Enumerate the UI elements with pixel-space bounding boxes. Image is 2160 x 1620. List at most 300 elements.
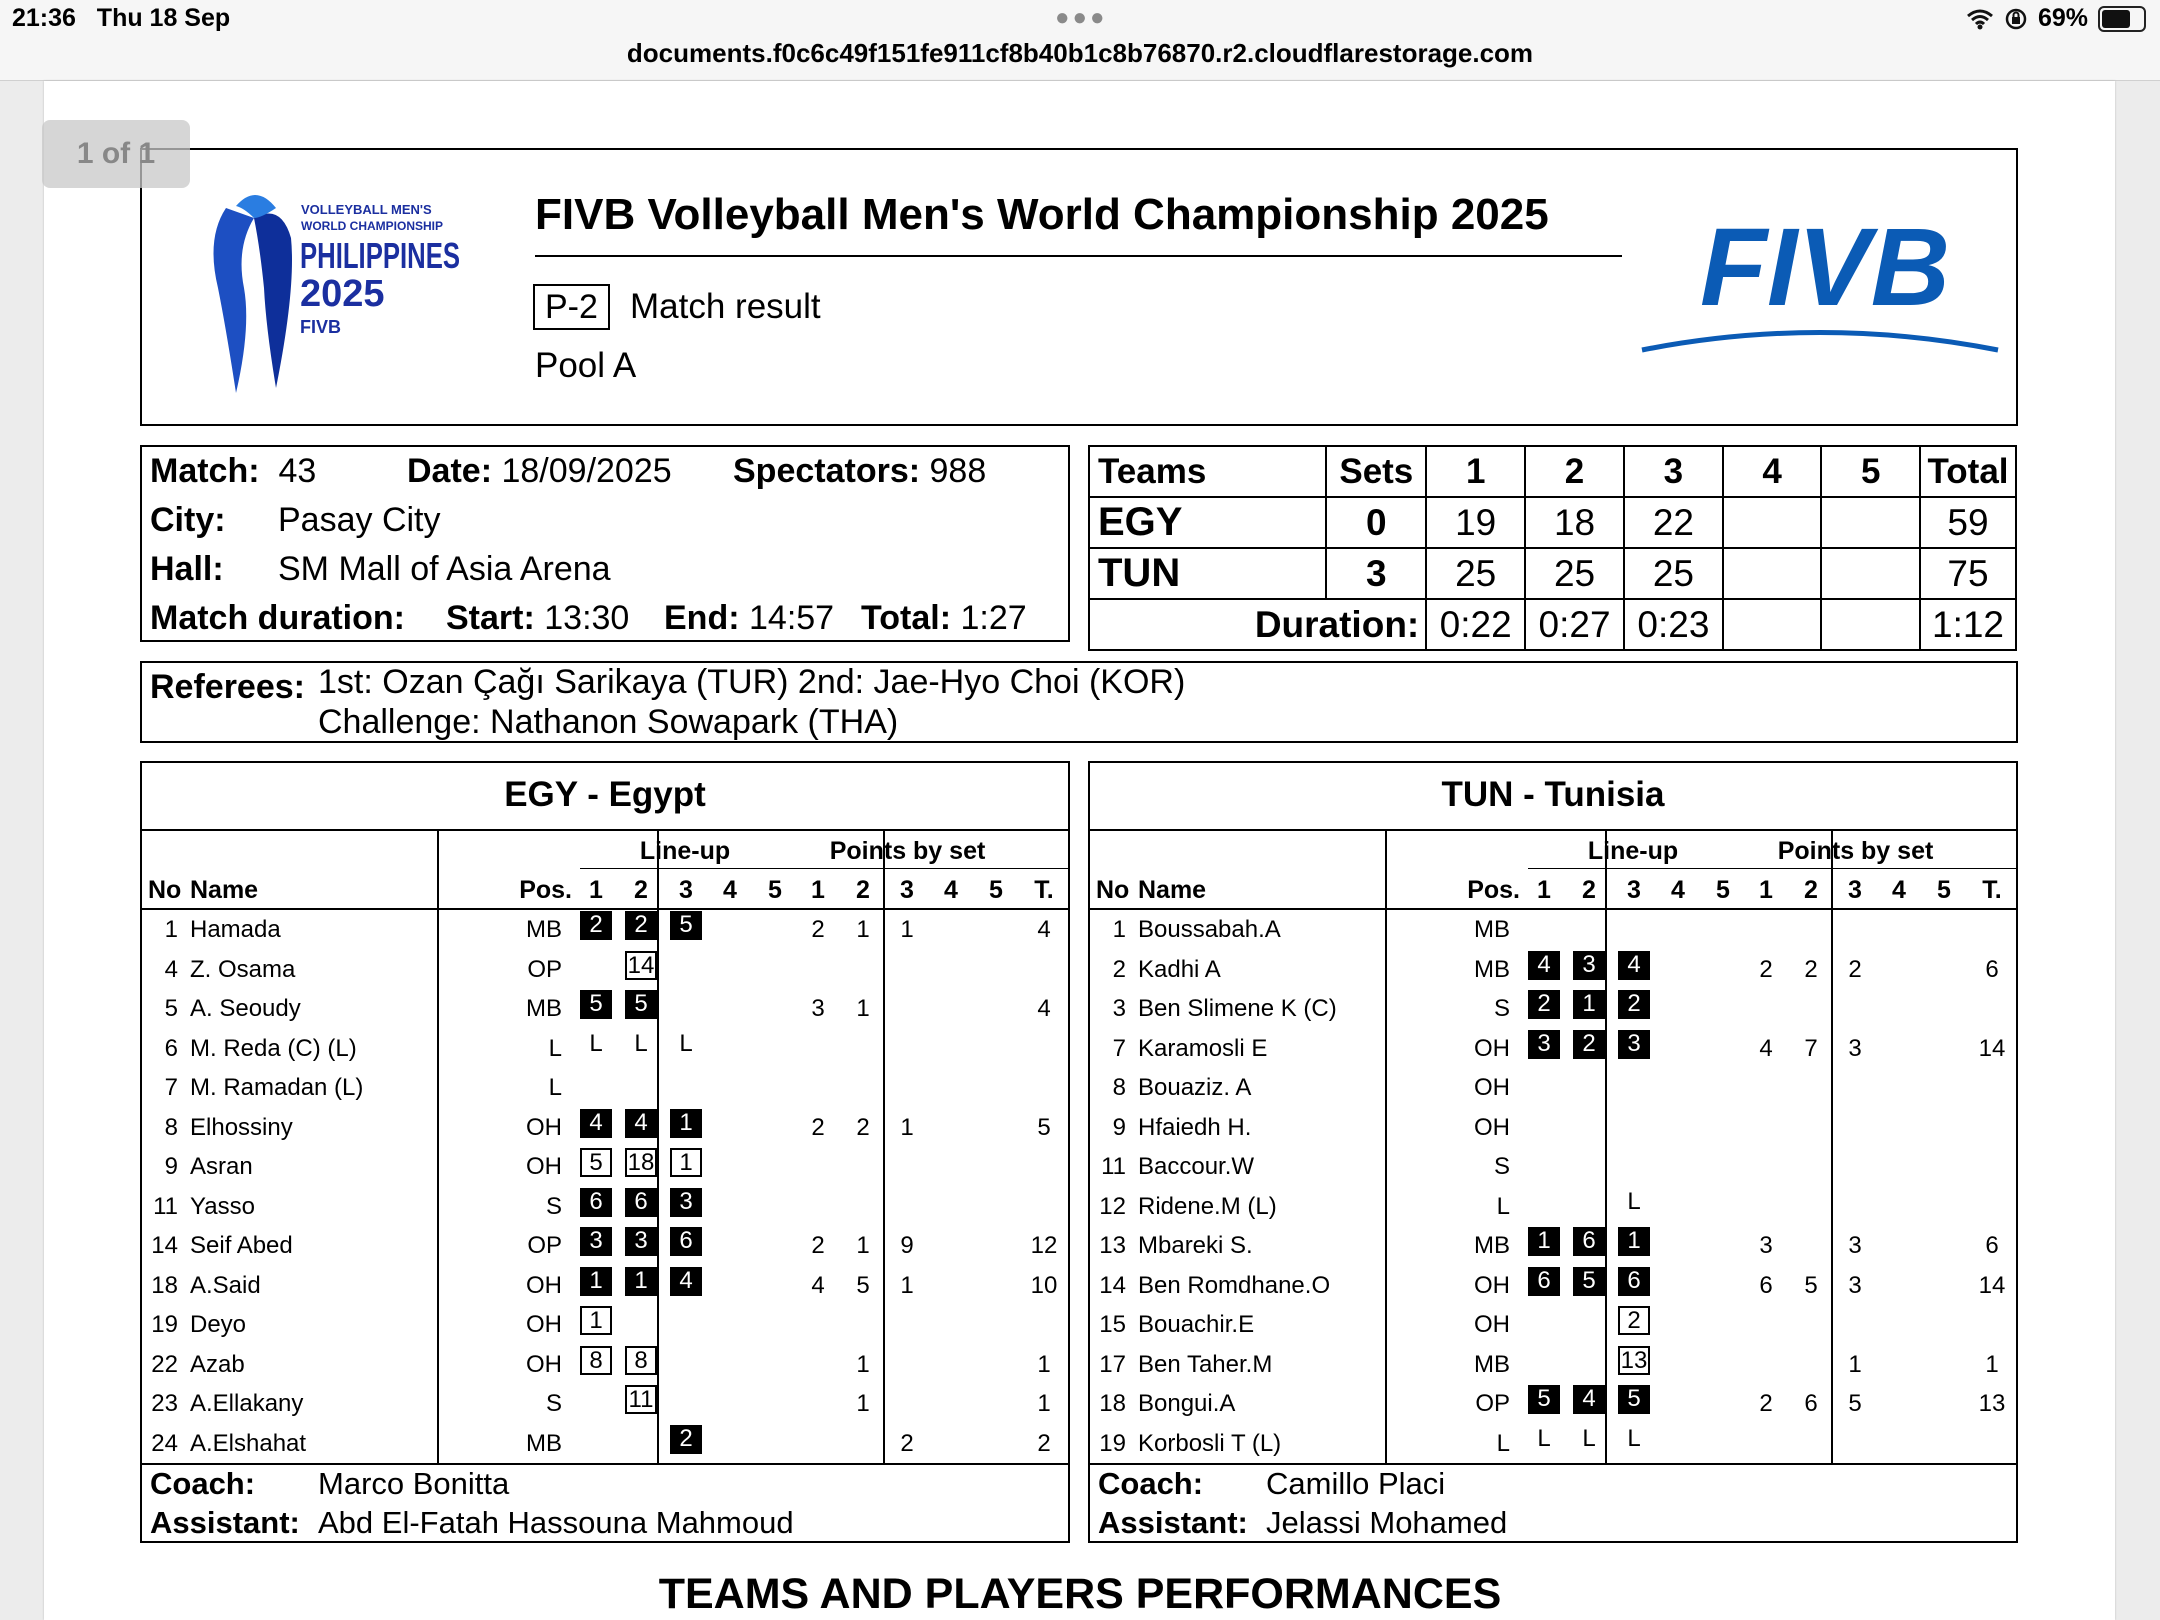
set-points: 2 <box>1759 955 1773 983</box>
player-position: OP <box>1475 1390 1510 1417</box>
header-set-3: 3 <box>1624 446 1723 497</box>
player-position: OH <box>526 1311 562 1338</box>
points-set-header: 1 <box>1759 876 1773 904</box>
set-points: 2 <box>811 1113 825 1141</box>
status-bar <box>0 0 2160 80</box>
starting-position: 1 <box>1573 990 1605 1019</box>
panel-rule <box>140 1463 1070 1465</box>
points-header: Points by set <box>1777 837 1934 865</box>
player-number: 23 <box>151 1390 178 1417</box>
hall-row <box>150 550 224 589</box>
player-name: Bouaziz. A <box>1138 1074 1252 1101</box>
header-set-2: 2 <box>1525 446 1624 497</box>
player-number: 9 <box>1112 1113 1126 1141</box>
starting-position: 2 <box>1528 990 1560 1019</box>
starting-position: 1 <box>1528 1227 1560 1256</box>
player-name: Mbareki S. <box>1138 1232 1253 1259</box>
player-number: 18 <box>1099 1390 1126 1417</box>
libero-marker: L <box>679 1029 693 1057</box>
player-name: Ben Romdhane.O <box>1138 1271 1331 1299</box>
starting-position: 2 <box>1618 990 1650 1019</box>
total-value: 1:27 <box>960 599 1027 637</box>
player-total: 5 <box>1037 1113 1051 1141</box>
score-row-tun <box>1089 548 2016 599</box>
player-name: Hfaiedh H. <box>1138 1113 1252 1141</box>
player-total: 13 <box>1978 1390 2006 1417</box>
player-name: Bongui.A <box>1138 1390 1236 1417</box>
player-number: 9 <box>164 1153 178 1180</box>
player-row <box>0 1148 2160 1186</box>
points-set-header: 4 <box>1892 876 1906 904</box>
duration-label: Match duration: <box>150 599 405 637</box>
starting-position: 4 <box>580 1109 612 1138</box>
player-total: 14 <box>1978 1034 2006 1062</box>
player-total: 12 <box>1030 1232 1058 1259</box>
team-code: TUN <box>1089 548 1326 599</box>
starting-position: 3 <box>1618 1030 1650 1059</box>
player-position: S <box>545 1192 562 1220</box>
points-set-header: 2 <box>856 876 870 904</box>
lineup-header: Line-up <box>639 837 731 865</box>
set-points: 3 <box>1848 1232 1862 1259</box>
set-points: 1 <box>900 1113 914 1141</box>
set-points: 5 <box>856 1271 870 1299</box>
player-number: 6 <box>164 1034 178 1062</box>
starting-position: 3 <box>670 1188 702 1217</box>
total-points: 59 <box>1920 497 2016 548</box>
points-set-header: 3 <box>900 876 914 904</box>
panel-rule <box>580 868 1070 869</box>
set-points: 9 <box>900 1232 914 1259</box>
orientation-lock-icon <box>2004 7 2028 31</box>
set-points: 3 <box>1848 1034 1862 1062</box>
assistant <box>150 1505 300 1541</box>
championship-logo <box>196 178 496 398</box>
set-points: 1 <box>1848 1350 1862 1378</box>
player-row <box>0 990 2160 1028</box>
player-row <box>0 1385 2160 1423</box>
starting-position: 1 <box>670 1109 702 1138</box>
points-set-header: 2 <box>1804 876 1818 904</box>
header-sets: Sets <box>1326 446 1426 497</box>
player-total: 10 <box>1030 1271 1058 1299</box>
assistant-label: Assistant: <box>1098 1505 1248 1540</box>
player-number: 1 <box>1112 916 1126 943</box>
logo-line3: PHILIPPINES <box>300 235 460 276</box>
starting-position: 5 <box>1618 1385 1650 1414</box>
set-points: 2 <box>1848 955 1862 983</box>
status-indicators <box>1966 4 2146 33</box>
wifi-icon <box>1966 8 1994 30</box>
battery-icon <box>2098 6 2146 32</box>
spectators-label: Spectators: <box>733 452 921 490</box>
player-name: Bouachir.E <box>1138 1311 1255 1338</box>
set-duration: 0:23 <box>1624 599 1723 650</box>
player-row <box>0 1425 2160 1463</box>
starting-position: 3 <box>625 1227 657 1256</box>
coach <box>150 1466 255 1502</box>
assistant-label: Assistant: <box>150 1505 300 1540</box>
panel-rule <box>1088 1463 2018 1465</box>
player-number: 8 <box>164 1113 178 1141</box>
set-points: 6 <box>1804 1390 1818 1417</box>
player-name: Karamosli E <box>1138 1034 1268 1062</box>
page-indicator: 1 of 1 <box>42 120 190 188</box>
starting-position: 2 <box>625 911 657 940</box>
player-row <box>0 1188 2160 1226</box>
starting-position: 1 <box>580 1267 612 1296</box>
player-number: 5 <box>164 995 178 1022</box>
player-row <box>0 1227 2160 1265</box>
starting-position: 4 <box>670 1267 702 1296</box>
header-teams: Teams <box>1089 446 1326 497</box>
title-rule <box>535 255 1622 257</box>
fivb-logo <box>1630 206 2010 370</box>
player-position: S <box>545 1390 562 1417</box>
match-number: 43 <box>278 452 317 490</box>
player-number: 22 <box>151 1350 178 1378</box>
starting-position: 6 <box>1573 1227 1605 1256</box>
set-duration <box>1723 599 1822 650</box>
player-number: 19 <box>1099 1429 1126 1457</box>
header-set-1: 1 <box>1426 446 1525 497</box>
end-time <box>664 599 834 638</box>
page-title: FIVB Volleyball Men's World Championship 2025 <box>535 190 1549 239</box>
lineup-set-header: 2 <box>634 876 648 904</box>
team-title: EGY - Egypt <box>504 775 706 814</box>
libero-marker: L <box>634 1029 648 1057</box>
starting-position: 4 <box>625 1109 657 1138</box>
duration-label: Duration: <box>1089 599 1426 650</box>
player-number: 18 <box>151 1271 178 1299</box>
starting-position: 6 <box>670 1227 702 1256</box>
set-duration: 0:27 <box>1525 599 1624 650</box>
player-number: 13 <box>1099 1232 1126 1259</box>
panel-rule <box>140 908 1070 910</box>
libero-marker: L <box>1537 1424 1551 1452</box>
coach-label: Coach: <box>1098 1466 1204 1501</box>
player-row <box>0 1030 2160 1068</box>
set-score: 25 <box>1624 548 1723 599</box>
coach-name: Camillo Placi <box>1266 1466 1446 1501</box>
set-points: 1 <box>900 1271 914 1299</box>
set-points: 3 <box>811 995 825 1022</box>
logo-line2: WORLD CHAMPIONSHIP <box>301 219 443 233</box>
coach-label: Coach: <box>150 1466 256 1501</box>
player-name: Kadhi A <box>1138 955 1221 983</box>
total-label: Total: <box>861 599 952 637</box>
set-points: 1 <box>900 916 914 943</box>
player-number: 24 <box>151 1429 178 1457</box>
libero-marker: L <box>1627 1187 1641 1215</box>
lineup-set-header: 3 <box>679 876 693 904</box>
player-name: Deyo <box>190 1311 247 1338</box>
substitution-entry: 11 <box>625 1385 657 1414</box>
player-position: MB <box>1474 916 1510 943</box>
name-header: Name <box>1138 876 1207 904</box>
document-subtitle: Match result <box>630 287 821 326</box>
panel-rule <box>1528 868 2018 869</box>
logo-line1: VOLLEYBALL MEN'S <box>301 202 432 217</box>
score-row-egy <box>1089 497 2016 548</box>
substitution-entry: 1 <box>580 1306 612 1335</box>
player-position: OH <box>526 1153 562 1180</box>
player-position: L <box>1496 1192 1510 1220</box>
player-number: 14 <box>151 1232 178 1259</box>
coach <box>1098 1466 1203 1502</box>
player-name: M. Ramadan (L) <box>190 1074 364 1101</box>
libero-marker: L <box>589 1029 603 1057</box>
player-total: 14 <box>1978 1271 2006 1299</box>
points-set-header: 4 <box>944 876 958 904</box>
no-header: No <box>148 876 182 904</box>
total-duration: 1:12 <box>1920 599 2016 650</box>
duration-row <box>1089 599 2016 650</box>
player-number: 7 <box>1112 1034 1126 1062</box>
sets-won: 0 <box>1326 497 1426 548</box>
set-points: 5 <box>1804 1271 1818 1299</box>
starting-position: 1 <box>1618 1227 1650 1256</box>
set-score: 25 <box>1525 548 1624 599</box>
starting-position: 4 <box>1618 951 1650 980</box>
lineup-header: Line-up <box>1587 837 1679 865</box>
end-value: 14:57 <box>749 599 835 637</box>
set-score <box>1723 548 1822 599</box>
set-score <box>1821 548 1920 599</box>
lineup-set-header: 3 <box>1627 876 1641 904</box>
set-points: 1 <box>856 1350 870 1378</box>
set-points: 4 <box>1759 1034 1773 1062</box>
substitution-entry: 8 <box>625 1346 657 1375</box>
set-points: 2 <box>900 1429 914 1457</box>
player-position: L <box>548 1074 562 1101</box>
player-number: 12 <box>1099 1192 1126 1220</box>
set-points: 1 <box>856 1232 870 1259</box>
player-total: 6 <box>1985 955 1999 983</box>
player-row <box>0 911 2160 949</box>
starting-position: 6 <box>1618 1267 1650 1296</box>
sets-won: 3 <box>1326 548 1426 599</box>
substitution-entry: 18 <box>625 1148 657 1177</box>
player-total: 6 <box>1985 1232 1999 1259</box>
player-position: OH <box>526 1271 562 1299</box>
header-total: Total <box>1920 446 2016 497</box>
match-info-row-1 <box>150 452 316 491</box>
starting-position: 5 <box>580 990 612 1019</box>
starting-position: 3 <box>580 1227 612 1256</box>
player-position: MB <box>1474 1350 1510 1378</box>
set-points: 4 <box>811 1271 825 1299</box>
player-position: S <box>1493 995 1510 1022</box>
player-position: OH <box>1474 1034 1510 1062</box>
battery-level <box>2102 10 2130 28</box>
start-label: Start: <box>446 599 535 637</box>
player-name: Ben Taher.M <box>1138 1350 1273 1378</box>
player-position: OH <box>1474 1113 1510 1141</box>
panel-rule <box>1088 829 2018 831</box>
header-set-5: 5 <box>1821 446 1920 497</box>
lineup-set-header: 2 <box>1582 876 1596 904</box>
set-points: 1 <box>856 916 870 943</box>
player-position: S <box>1493 1153 1510 1180</box>
points-header: Points by set <box>829 837 986 865</box>
set-points: 1 <box>856 1390 870 1417</box>
player-total: 1 <box>1037 1350 1051 1378</box>
substitution-entry: 14 <box>625 951 657 980</box>
substitution-entry: 1 <box>670 1148 702 1177</box>
player-position: OH <box>1474 1074 1510 1101</box>
header-set-4: 4 <box>1723 446 1822 497</box>
duration-row <box>150 599 405 638</box>
score-header-row <box>1089 446 2016 497</box>
points-set-header: 5 <box>1937 876 1951 904</box>
player-total: 1 <box>1037 1390 1051 1417</box>
city-value: Pasay City <box>278 501 441 539</box>
fivb-wordmark: FIVB <box>1700 206 1950 329</box>
player-number: 8 <box>1112 1074 1126 1101</box>
date-value: 18/09/2025 <box>501 452 672 490</box>
lineup-set-header: 5 <box>768 876 782 904</box>
player-number: 7 <box>164 1074 178 1101</box>
player-name: Yasso <box>190 1192 255 1220</box>
starting-position: 6 <box>625 1188 657 1217</box>
address-bar[interactable]: documents.f0c6c49f151fe911cf8b40b1c8b76870.r2.cloudflarestorage.com <box>626 38 1534 68</box>
player-name: Seif Abed <box>190 1232 293 1259</box>
player-name: Baccour.W <box>1138 1153 1255 1180</box>
starting-position: 6 <box>580 1188 612 1217</box>
player-name: A.Said <box>190 1271 261 1299</box>
starting-position: 3 <box>1573 951 1605 980</box>
player-name: Ben Slimene K (C) <box>1138 995 1337 1022</box>
player-name: Asran <box>190 1153 253 1180</box>
points-set-header: 5 <box>989 876 1003 904</box>
starting-position: 1 <box>625 1267 657 1296</box>
player-position: L <box>548 1034 562 1062</box>
player-position: MB <box>526 995 562 1022</box>
player-position: OH <box>526 1113 562 1141</box>
spectators <box>733 452 986 491</box>
substitution-entry: 5 <box>580 1148 612 1177</box>
set-score <box>1723 497 1822 548</box>
set-score: 18 <box>1525 497 1624 548</box>
player-number: 11 <box>1101 1153 1126 1180</box>
player-total: 4 <box>1037 995 1051 1022</box>
starting-position: 5 <box>625 990 657 1019</box>
player-row <box>0 1306 2160 1344</box>
coach-name: Marco Bonitta <box>318 1466 510 1501</box>
starting-position: 5 <box>670 911 702 940</box>
set-score: 19 <box>1426 497 1525 548</box>
no-header: No <box>1096 876 1130 904</box>
set-points: 2 <box>1804 955 1818 983</box>
match-label: Match: <box>150 452 260 490</box>
player-position: OH <box>1474 1311 1510 1338</box>
player-name: Elhossiny <box>190 1113 293 1141</box>
match-date <box>407 452 672 491</box>
player-position: OP <box>527 955 562 983</box>
libero-marker: L <box>1582 1424 1596 1452</box>
total-header: T. <box>1034 876 1054 904</box>
start-time <box>446 599 629 638</box>
player-row <box>0 1069 2160 1107</box>
assistant-name: Jelassi Mohamed <box>1266 1505 1508 1540</box>
logo-line5: FIVB <box>300 317 342 337</box>
team-code: EGY <box>1089 497 1326 548</box>
set-points: 3 <box>1759 1232 1773 1259</box>
document-code: P-2 <box>533 284 610 330</box>
player-position: MB <box>526 1429 562 1457</box>
points-set-header: 1 <box>811 876 825 904</box>
player-position: MB <box>1474 955 1510 983</box>
starting-position: 3 <box>1528 1030 1560 1059</box>
player-number: 3 <box>1112 995 1126 1022</box>
substitution-entry: 13 <box>1618 1346 1650 1375</box>
substitution-entry: 8 <box>580 1346 612 1375</box>
player-number: 1 <box>164 916 178 943</box>
starting-position: 5 <box>1528 1385 1560 1414</box>
starting-position: 4 <box>1573 1385 1605 1414</box>
player-position: OH <box>1474 1271 1510 1299</box>
total-time <box>861 599 1027 638</box>
referees-label: Referees: <box>150 668 305 706</box>
start-value: 13:30 <box>544 599 630 637</box>
status-date: Thu 18 Sep <box>96 4 231 32</box>
player-number: 11 <box>153 1192 178 1220</box>
player-row <box>0 1346 2160 1384</box>
hall-value: SM Mall of Asia Arena <box>278 550 611 588</box>
set-points: 2 <box>811 1232 825 1259</box>
player-position: MB <box>526 916 562 943</box>
player-name: Boussabah.A <box>1138 916 1281 943</box>
lineup-set-header: 4 <box>723 876 737 904</box>
player-name: M. Reda (C) (L) <box>190 1034 357 1062</box>
player-row <box>0 1109 2160 1147</box>
city-label: City: <box>150 501 226 539</box>
substitution-entry: 2 <box>1618 1306 1650 1335</box>
hall-label: Hall: <box>150 550 224 588</box>
set-points: 2 <box>1759 1390 1773 1417</box>
status-time <box>12 4 230 33</box>
multitasking-dots-icon[interactable]: ●●● <box>1055 4 1108 31</box>
player-number: 2 <box>1112 955 1126 983</box>
player-row <box>0 951 2160 989</box>
lineup-set-header: 1 <box>589 876 603 904</box>
player-row <box>0 1267 2160 1305</box>
set-score <box>1821 497 1920 548</box>
spectators-value: 988 <box>929 452 987 490</box>
player-number: 4 <box>164 955 178 983</box>
player-position: MB <box>1474 1232 1510 1259</box>
player-number: 19 <box>151 1311 178 1338</box>
player-position: L <box>1496 1429 1510 1457</box>
set-points: 6 <box>1759 1271 1773 1299</box>
player-number: 15 <box>1099 1311 1126 1338</box>
set-duration: 0:22 <box>1426 599 1525 650</box>
lineup-set-header: 4 <box>1671 876 1685 904</box>
set-duration <box>1821 599 1920 650</box>
player-name: Ridene.M (L) <box>1138 1192 1277 1220</box>
set-points: 3 <box>1848 1271 1862 1299</box>
end-label: End: <box>664 599 740 637</box>
starting-position: 2 <box>670 1425 702 1454</box>
starting-position: 2 <box>1573 1030 1605 1059</box>
player-name: Z. Osama <box>190 955 296 983</box>
total-points: 75 <box>1920 548 2016 599</box>
pool-label: Pool A <box>535 346 637 385</box>
player-name: A. Seoudy <box>190 995 301 1022</box>
player-position: OP <box>527 1232 562 1259</box>
set-points: 7 <box>1804 1034 1818 1062</box>
